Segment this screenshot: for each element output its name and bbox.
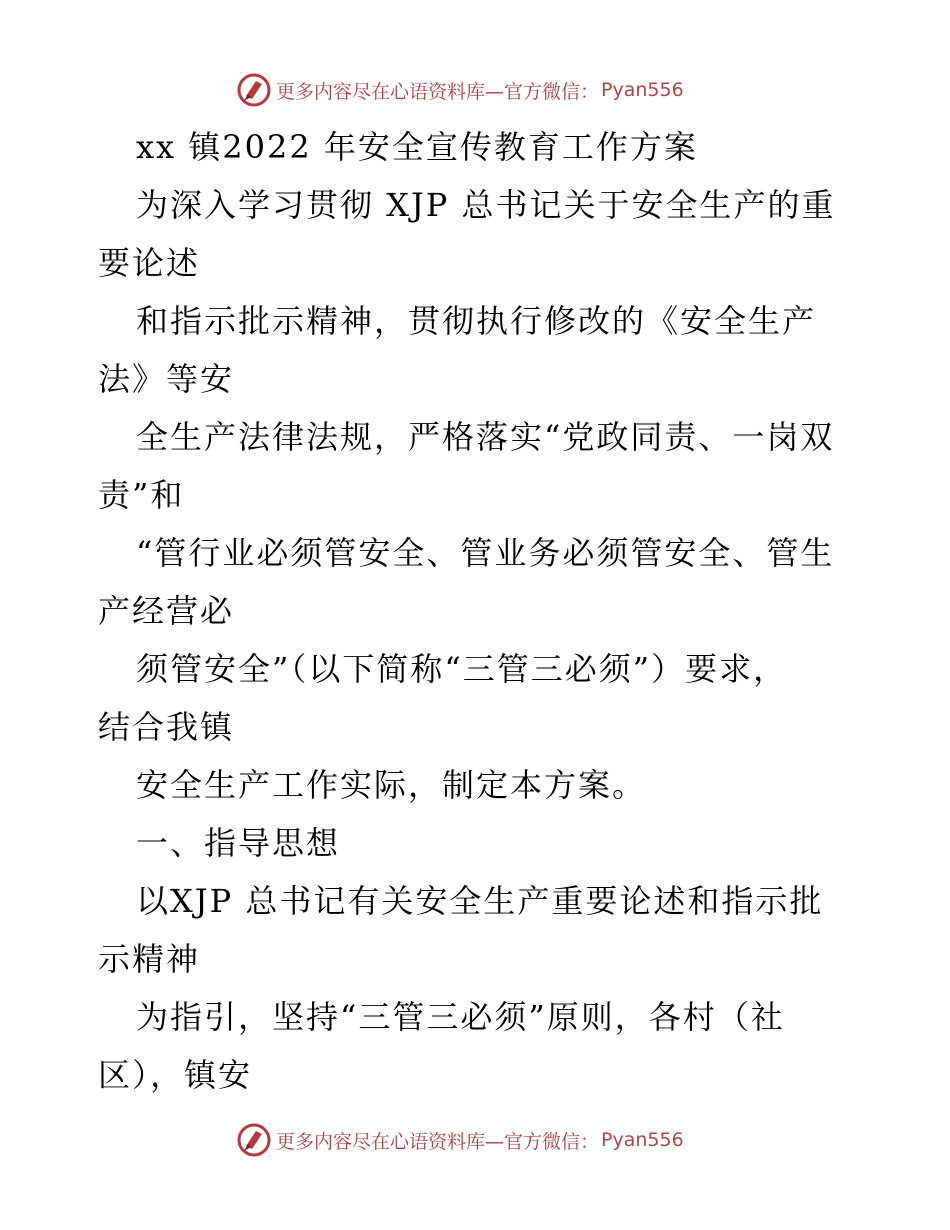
paragraph-line: “管行业必须管安全、管业务必须管安全、管生: [136, 534, 835, 572]
watermark-header: [236, 70, 716, 110]
pen-nib-logo-icon: [236, 72, 272, 108]
paragraph-line: 全生产法律法规，严格落实“党政同责、一岗双: [136, 418, 835, 456]
paragraph-line: 为指引，坚持“三管三必须”原则，各村（社: [136, 998, 785, 1036]
watermark-footer: [236, 1120, 716, 1160]
watermark-account: Pyan556: [601, 79, 684, 101]
paragraph-line: 法》等安: [98, 360, 235, 398]
paragraph-line: 区），镇安: [98, 1056, 253, 1094]
paragraph-line: 产经营必: [98, 592, 235, 630]
paragraph-line: 为深入学习贯彻 XJP 总书记关于安全生产的重: [136, 186, 836, 224]
watermark-text: 更多内容尽在心语资料库—官方微信：: [276, 80, 600, 103]
paragraph-line: 责”和: [98, 476, 185, 514]
paragraph-line: 安全生产工作实际，制定本方案。: [136, 766, 647, 804]
paragraph-line: 和指示批示精神，贯彻执行修改的《安全生产: [136, 302, 817, 340]
paragraph-line: 结合我镇: [98, 708, 235, 746]
watermark-text: 更多内容尽在心语资料库—官方微信：: [276, 1130, 600, 1153]
paragraph-line: 须管安全”（以下简称“三管三必须”）要求，: [136, 650, 788, 688]
section-heading: 一、指导思想: [136, 824, 341, 862]
watermark-account: Pyan556: [601, 1129, 684, 1151]
pen-nib-logo-icon: [236, 1122, 272, 1158]
paragraph-line: 以XJP 总书记有关安全生产重要论述和指示批: [136, 882, 824, 920]
paragraph-line: 示精神: [98, 940, 201, 978]
paragraph-line: 要论述: [98, 244, 201, 282]
document-title: xx 镇2022 年安全宣传教育工作方案: [136, 128, 698, 166]
